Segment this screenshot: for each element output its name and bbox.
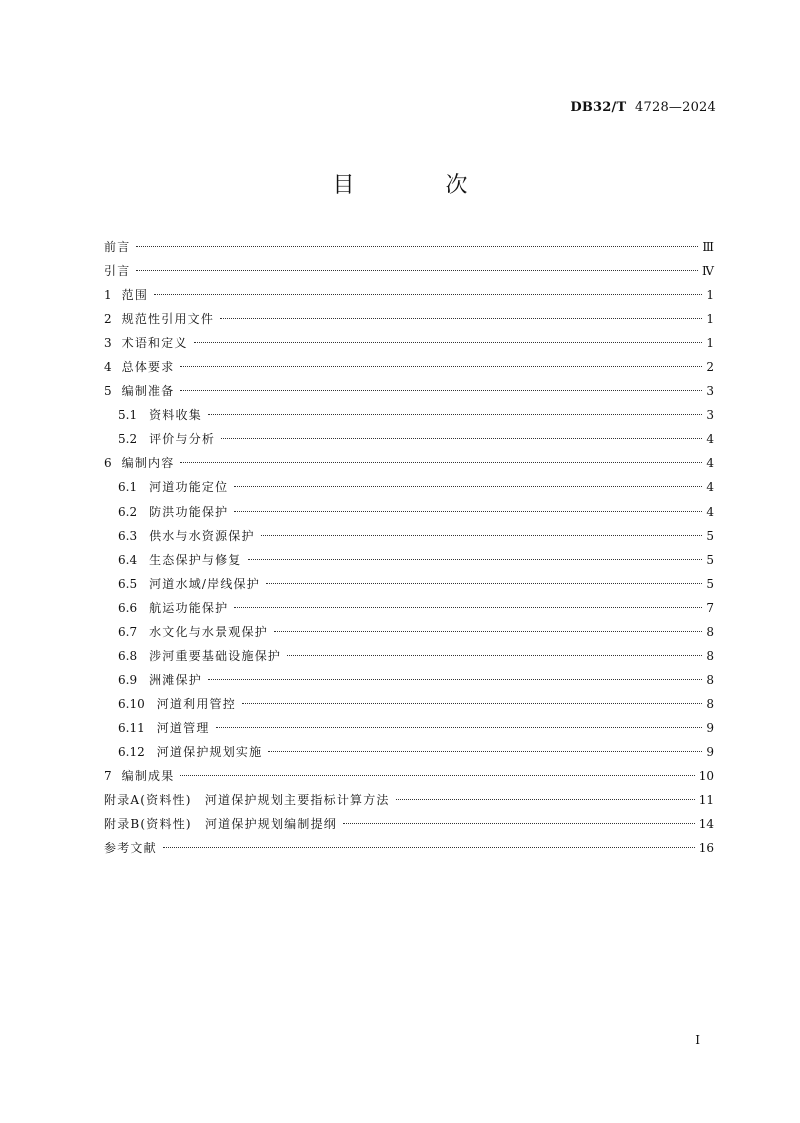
toc-entry-page: 1 (706, 288, 714, 303)
toc-dot-leader (216, 727, 703, 728)
toc-dot-leader (194, 342, 703, 343)
toc-dot-leader (180, 390, 702, 391)
toc-entry[interactable] (104, 668, 714, 692)
toc-entry[interactable] (104, 836, 714, 860)
toc-dot-leader (180, 366, 702, 367)
document-code-number: 4728—2024 (635, 100, 716, 115)
toc-entry-page: 3 (706, 384, 714, 399)
toc-entry-label: 洲滩保护 (149, 672, 202, 687)
toc-entry-page: 8 (706, 696, 714, 711)
toc-entry-label: 防洪功能保护 (149, 504, 229, 519)
toc-entry-page: 8 (706, 648, 714, 663)
toc-entry-number: 6.12 (118, 744, 145, 759)
toc-dot-leader (163, 847, 695, 848)
toc-entry-label: 术语和定义 (121, 336, 188, 351)
toc-entry[interactable] (104, 764, 714, 788)
page-number: I (695, 1033, 700, 1047)
toc-entry-label: 生态保护与修复 (149, 552, 242, 567)
toc-entry-label: 航运功能保护 (149, 600, 229, 615)
toc-entry[interactable] (104, 572, 714, 596)
toc-entry-label: 河道利用管控 (156, 696, 236, 711)
toc-entry[interactable] (104, 307, 714, 331)
toc-entry-page: 11 (698, 793, 714, 808)
toc-entry-page: 10 (698, 769, 714, 784)
toc-dot-leader (242, 703, 702, 704)
toc-entry-page: 9 (706, 744, 714, 759)
toc-entry-page: 5 (706, 576, 714, 591)
toc-entry-page: 5 (706, 552, 714, 567)
toc-entry[interactable] (104, 716, 714, 740)
toc-entry-label: 资料收集 (149, 408, 202, 423)
toc-entry-page: 7 (706, 600, 714, 615)
toc-entry-number: 3 (104, 336, 112, 351)
toc-dot-leader (343, 823, 695, 824)
toc-entry[interactable] (104, 812, 714, 836)
toc-entry[interactable] (104, 548, 714, 572)
toc-entry[interactable] (104, 379, 714, 403)
toc-entry-number: 2 (104, 312, 112, 327)
toc-entry[interactable] (104, 331, 714, 355)
toc-dot-leader (274, 631, 702, 632)
toc-entry-number: 4 (104, 360, 112, 375)
toc-entry-page: 1 (706, 312, 714, 327)
toc-entry[interactable] (104, 403, 714, 427)
toc-entry[interactable] (104, 620, 714, 644)
toc-entry[interactable] (104, 259, 714, 283)
toc-title: 目 次 (332, 173, 510, 198)
toc-entry[interactable] (104, 235, 714, 259)
toc-entry[interactable] (104, 644, 714, 668)
toc-entry[interactable] (104, 524, 714, 548)
toc-entry-label: 编制内容 (121, 456, 175, 471)
toc-dot-leader (221, 438, 702, 439)
toc-entry-page: 5 (706, 528, 714, 543)
toc-entry[interactable] (104, 283, 714, 307)
toc-entry-label: 河道功能定位 (149, 480, 229, 495)
toc-entry-label: 供水与水资源保护 (149, 528, 255, 543)
toc-entry-number: 5 (104, 384, 112, 399)
toc-entry-number: 6.6 (118, 600, 138, 615)
toc-entry-label: 规范性引用文件 (121, 312, 215, 327)
toc-entry-page: 4 (706, 480, 714, 495)
toc-entry-number: 7 (104, 769, 112, 784)
toc-entry-label: 河道水域/岸线保护 (149, 576, 260, 591)
toc-entry-page: Ⅲ (702, 240, 714, 254)
toc-entry-label: 评价与分析 (149, 432, 216, 447)
toc-dot-leader (220, 318, 702, 319)
toc-entry-number: 6.11 (118, 720, 145, 735)
toc-entry-label: 总体要求 (121, 360, 175, 375)
toc-entry-page: 9 (706, 720, 714, 735)
document-code (570, 100, 716, 115)
toc-dot-leader (287, 655, 702, 656)
toc-entry-page: Ⅳ (702, 264, 714, 279)
toc-dot-leader (136, 270, 698, 271)
toc-entry-number: 6.9 (118, 672, 138, 687)
toc-entry-number: 5.2 (118, 432, 138, 447)
toc-entry-page: 4 (706, 432, 714, 447)
toc-entry-label: 引言 (104, 264, 131, 279)
toc-dot-leader (396, 799, 695, 800)
toc-entry-number: 6.1 (118, 480, 138, 495)
toc-entry-number: 6.5 (118, 576, 138, 591)
toc-entry-number: 6.10 (118, 696, 145, 711)
toc-dot-leader (208, 414, 702, 415)
toc-entry-label: 编制成果 (121, 769, 175, 784)
toc-entry-page: 16 (698, 841, 714, 856)
toc-entry-page: 2 (706, 360, 714, 375)
toc-dot-leader (180, 775, 694, 776)
toc-entry-label: 涉河重要基础设施保护 (149, 648, 282, 663)
toc-entry-number: 6.2 (118, 504, 138, 519)
toc-dot-leader (234, 486, 702, 487)
toc-dot-leader (268, 751, 702, 752)
toc-entry-number: 6.8 (118, 648, 138, 663)
toc-entry-page: 3 (706, 408, 714, 423)
toc-entry[interactable] (104, 427, 714, 451)
toc-entry-page: 1 (706, 336, 714, 351)
toc-entry[interactable] (104, 692, 714, 716)
toc-entry-label: 水文化与水景观保护 (149, 624, 268, 639)
toc-entry-number: 6.3 (118, 528, 138, 543)
document-code-prefix: DB32/T (570, 100, 627, 115)
toc-entry-label: 河道保护规划实施 (156, 744, 263, 759)
toc-entry-number: 6.7 (118, 624, 138, 639)
toc-dot-leader (154, 294, 702, 295)
toc-entry[interactable] (104, 475, 714, 499)
toc-entry[interactable] (104, 355, 714, 379)
toc-entry-page: 4 (706, 504, 714, 519)
toc-entry-number: 6.4 (118, 552, 138, 567)
toc-dot-leader (248, 559, 703, 560)
toc-entry-label: 编制准备 (121, 384, 175, 399)
toc-entry-label: 前言 (104, 240, 131, 254)
toc-entry-label: 参考文献 (104, 841, 157, 856)
toc-dot-leader (234, 511, 702, 512)
toc-dot-leader (180, 462, 702, 463)
toc-entry-page: 14 (698, 817, 714, 832)
toc-entry-label: 河道管理 (156, 720, 210, 735)
table-of-contents (104, 235, 714, 860)
toc-entry-page: 4 (706, 456, 714, 471)
toc-dot-leader (261, 535, 703, 536)
toc-entry-page: 8 (706, 672, 714, 687)
toc-entry-page: 8 (706, 624, 714, 639)
toc-entry-label: 范围 (121, 288, 149, 303)
toc-entry[interactable] (104, 596, 714, 620)
toc-dot-leader (266, 583, 702, 584)
toc-entry[interactable] (104, 788, 714, 812)
toc-entry[interactable] (104, 451, 714, 475)
toc-dot-leader (208, 679, 702, 680)
toc-entry-number: 1 (104, 288, 112, 303)
toc-dot-leader (136, 246, 698, 247)
toc-entry-number: 6 (104, 456, 112, 471)
toc-entry-label: 附录A(资料性) 河道保护规划主要指标计算方法 (104, 793, 390, 808)
toc-entry-label: 附录B(资料性) 河道保护规划编制提纲 (104, 817, 337, 832)
toc-entry[interactable] (104, 740, 714, 764)
toc-entry-number: 5.1 (118, 408, 138, 423)
toc-entry[interactable] (104, 500, 714, 524)
toc-dot-leader (234, 607, 702, 608)
